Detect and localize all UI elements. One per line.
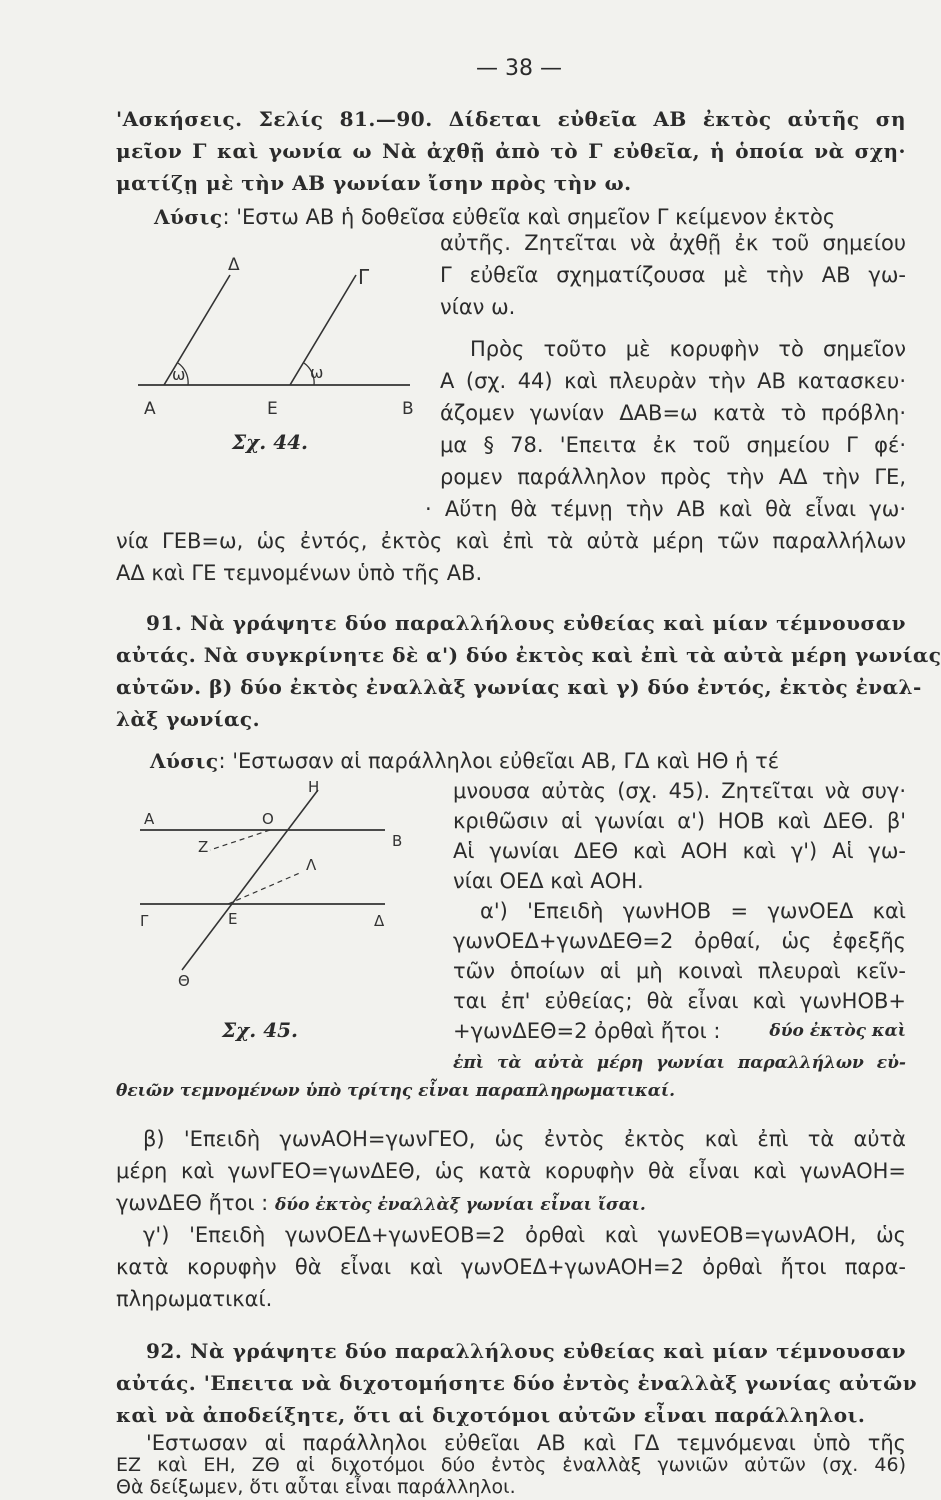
ex90-statement-line-3: ματίζῃ μὲ τὴν ΑΒ γωνίαν ἴσην πρὸς τὴν ω. [116, 171, 632, 195]
fig44-label-D: Δ [228, 255, 240, 275]
fig45-label-E: Ε [228, 910, 238, 928]
ex90-right-line-2: Γ εὐθεῖα σχηματίζουσα μὲ τὴν ΑΒ γω- [440, 263, 906, 287]
ex91-right-line-5: α') 'Επειδὴ γωνΗΟΒ = γωνΟΕΔ καὶ [480, 899, 906, 923]
ex91-ital-a2: ἐπὶ τὰ αὐτὰ μέρη γωνίαι παραλλήλων εὐ- [453, 1053, 906, 1073]
fig44-label-G: Γ [358, 265, 370, 289]
ex91-right-line-4: νίαι ΟΕΔ καὶ ΑΟΗ. [453, 869, 644, 893]
ex91-solution-label: Λύσις [150, 749, 219, 773]
fig45-dash-EL [228, 872, 302, 904]
ex90-right-line-8: ρομεν παράλληλον πρὸς τὴν ΑΔ τὴν ΓΕ, [440, 465, 906, 489]
fig45-label-D: Δ [374, 912, 385, 930]
ex91-statement-line-3: αὐτῶν. β) δύο ἐκτὸς ἐναλλὰξ γωνίας καὶ γ) δύο ἐντός, ἐκτὸς ἐναλ- [116, 675, 922, 699]
fig45-label-G: Γ [140, 912, 149, 930]
ex91-right-line-2: κριθῶσιν αἱ γωνίαι α') ΗΟΒ καὶ ΔΕΘ. β' [453, 809, 906, 833]
ex92-statement-line-3: καὶ νὰ ἀποδείξητε, ὅτι αἱ διχοτόμοι αὐτῶν εἶναι παράλληλοι. [116, 1403, 866, 1427]
fig44-label-B: Β [402, 399, 414, 419]
ex90-right-line-3: νίαν ω. [440, 295, 516, 319]
ex90-right-line-6: άζομεν γωνίαν ΔΑΒ=ω κατὰ τὸ πρόβλη· [440, 401, 906, 425]
fig44-label-w1: ω [172, 365, 186, 384]
ex91-b-line-3-text: γωνΔΕΘ ἤτοι : [116, 1191, 269, 1215]
ex90-full-line-1: νία ΓΕΒ=ω, ὡς ἐντός, ἐκτὸς καὶ ἐπὶ τὰ αὐτὰ μέρη τῶν παραλλήλων [116, 529, 906, 553]
ex91-right-line-9 [453, 1018, 906, 1044]
ex92-statement-line-1: 92. Νὰ γράψητε δύο παραλλήλους εὐθείας καὶ μίαν τέμνουσαν [146, 1339, 906, 1363]
ex91-c-line-1: γ') 'Επειδὴ γωνΟΕΔ+γωνΕΟΒ=2 ὀρθαὶ καὶ γωνΕΟΒ=γωνΑΟΗ, ὡς [143, 1223, 906, 1247]
ex91-solution-line [150, 748, 906, 774]
ex90-solution-line [154, 204, 906, 230]
fig45-line-HTh [182, 790, 318, 970]
fig45-label-O: Ο [262, 810, 274, 828]
ex90-right-line-7: μα § 78. 'Επειτα ἐκ τοῦ σημείου Γ φέ· [440, 433, 906, 457]
ex91-right-line-7: τῶν ὁποίων αἱ μὴ κοιναὶ πλευραὶ κεῖν- [453, 959, 906, 983]
fig45-label-A: Α [144, 810, 155, 828]
ex90-right-line-1: αὐτῆς. Ζητεῖται νὰ ἀχθῇ ἐκ τοῦ σημείου [440, 231, 906, 255]
ex91-ital-b: δύο ἐκτὸς ἐναλλὰξ γωνίαι εἶναι ἴσαι. [274, 1195, 646, 1215]
fig45-label-H: Η [308, 778, 320, 796]
ex90-right-line-9: · Αὕτη θὰ τέμνῃ τὴν ΑΒ καὶ θὰ εἶναι γω· [425, 497, 906, 521]
ex91-statement-line-4: λὰξ γωνίας. [116, 707, 261, 731]
ex91-right-line-8: ται ἐπ' εὐθείας; θὰ εἶναι καὶ γωνΗΟΒ+ [453, 989, 906, 1013]
page-number: — 38 — [476, 56, 562, 81]
ex90-statement-line-1: 'Ασκήσεις. Σελίς 81.—90. Δίδεται εὐθεῖα ΑΒ ἐκτὸς αὐτῆς ση [116, 107, 906, 131]
ex91-statement-line-1: 91. Νὰ γράψητε δύο παραλλήλους εὐθείας καὶ μίαν τέμνουσαν [146, 611, 906, 635]
ex90-right-line-4: Πρὸς τοῦτο μὲ κορυφὴν τὸ σημεῖον [470, 337, 906, 361]
ex91-right-line-3: Αἱ γωνίαι ΔΕΘ καὶ ΑΟΗ καὶ γ') Αἱ γω- [453, 839, 906, 863]
ex91-right-line-9-text: +γωνΔΕΘ=2 ὀρθαὶ ἤτοι : [453, 1019, 721, 1043]
fig44-label-E: Ε [267, 399, 278, 419]
ex90-solution-first: : 'Εστω ΑΒ ἡ δοθεῖσα εὐθεῖα καὶ σημεῖον Γ κείμενον ἐκτὸς [222, 205, 836, 229]
ex91-b-line-3 [116, 1190, 646, 1218]
fig45-dash-OZ [210, 830, 270, 850]
ex91-b-line-1: β) 'Επειδὴ γωνΑΟΗ=γωνΓΕΟ, ὡς ἐντὸς ἐκτὸς καὶ ἐπὶ τὰ αὐτὰ [143, 1127, 906, 1151]
ex91-c-line-3: πληρωματικαί. [116, 1287, 273, 1311]
ex90-full-line-2: ΑΔ καὶ ΓΕ τεμνομένων ὑπὸ τῆς ΑΒ. [116, 561, 483, 585]
fig45-caption: Σχ. 45. [222, 1018, 299, 1042]
fig45-label-Th: Θ [178, 972, 190, 990]
ex90-solution-label: Λύσις [154, 205, 223, 229]
fig45-label-Z: Ζ [198, 838, 209, 856]
ex92-statement-line-2: αὐτάς. 'Επειτα νὰ διχοτομήσητε δύο ἐντὸς ἐναλλὰξ γωνίας αὐτῶν [116, 1371, 918, 1395]
ex90-statement-line-2: μεῖον Γ καὶ γωνία ω Νὰ ἀχθῇ ἀπὸ τὸ Γ εὐθεῖα, ἡ ὁποία νὰ σχη· [116, 139, 906, 163]
fig45-label-B: Β [392, 832, 403, 850]
ex91-b-line-2: μέρη καὶ γωνΓΕΟ=γωνΔΕΘ, ὡς κατὰ κορυφὴν θὰ εἶναι καὶ γωνΑΟΗ= [116, 1159, 906, 1183]
ex91-ital-a3: θειῶν τεμνομένων ὑπὸ τρίτης εἶναι παραπληρωματικαί. [116, 1081, 676, 1101]
ex91-solution-first: : 'Εστωσαν αἱ παράλληλοι εὐθεῖαι ΑΒ, ΓΔ καὶ ΗΘ ἡ τέ [218, 749, 780, 773]
fig44-label-A: Α [144, 399, 156, 419]
ex91-right-line-6: γωνΟΕΔ+γωνΔΕΘ=2 ὀρθαί, ὡς ἐφεξῆς [453, 929, 906, 953]
fig45-label-L: Λ [306, 856, 317, 874]
ex91-right-line-1: μνουσα αὐτὰς (σχ. 45). Ζητεῖται νὰ συγ· [453, 779, 906, 803]
ex91-c-line-2: κατὰ κορυφὴν θὰ εἶναι καὶ γωνΟΕΔ+γωνΑΟΗ=2 ὀρθαὶ ἤτοι παρα- [116, 1255, 906, 1279]
ex92-body-line-3: Θὰ δείξωμεν, ὅτι αὗται εἶναι παράλληλοι. [116, 1476, 516, 1498]
fig44-label-w2: ω [310, 363, 324, 382]
fig44-caption: Σχ. 44. [232, 430, 309, 454]
ex92-body-line-1: 'Εστωσαν αἱ παράλληλοι εὐθεῖαι ΑΒ καὶ ΓΔ τεμνόμεναι ὑπὸ τῆς [146, 1431, 906, 1455]
ex92-body-line-2: ΕΖ καὶ ΕΗ, ΖΘ αἱ διχοτόμοι δύο ἐντὸς ἐναλλὰξ γωνιῶν αὐτῶν (σχ. 46) [116, 1454, 906, 1476]
figure-45 [130, 778, 430, 1000]
ex91-ital-a1: δύο ἐκτὸς καὶ [769, 1021, 906, 1041]
ex90-right-line-5: Α (σχ. 44) καὶ πλευρὰν τὴν ΑΒ κατασκευ· [440, 369, 906, 393]
ex91-statement-line-2: αὐτάς. Νὰ συγκρίνητε δὲ α') δύο ἐκτὸς καὶ ἐπὶ τὰ αὐτὰ μέρη γωνίας [116, 643, 941, 667]
